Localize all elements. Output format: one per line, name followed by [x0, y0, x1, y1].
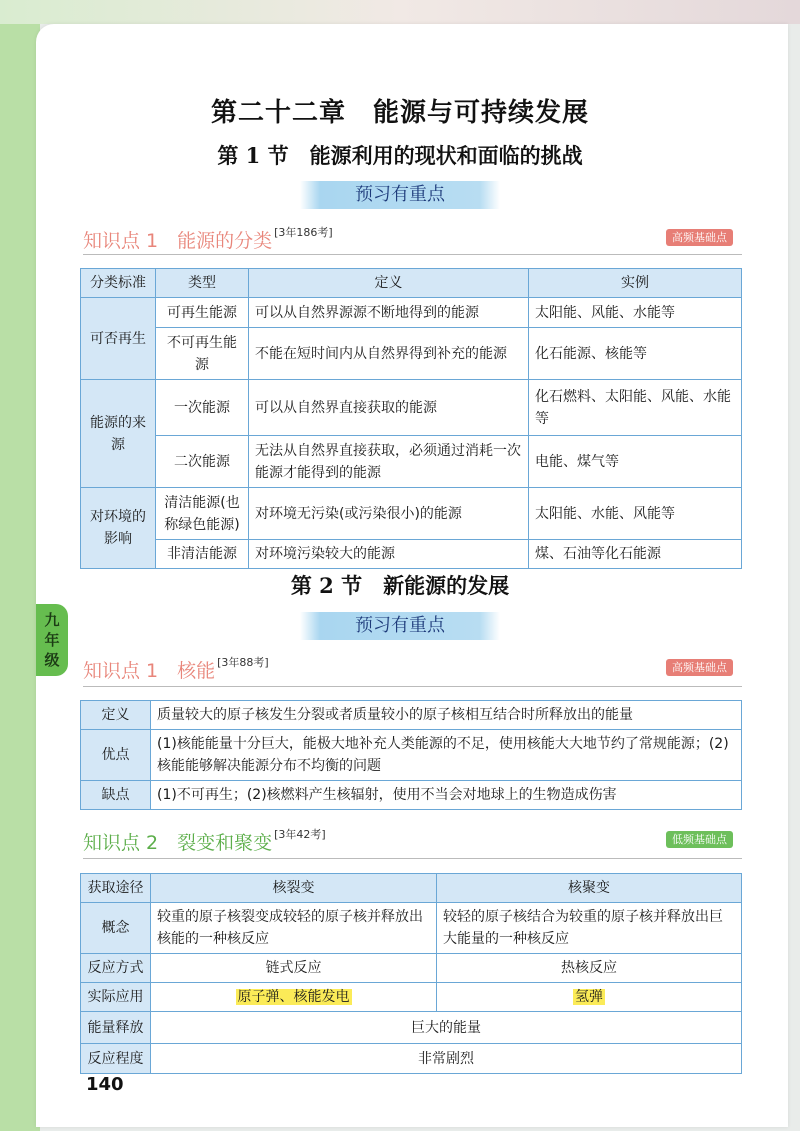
shared-cell: 非常剧烈 — [151, 1044, 742, 1074]
table-row — [81, 730, 742, 781]
header-cell: 定义 — [249, 269, 529, 298]
fission-cell: 链式反应 — [151, 954, 437, 983]
section2-kp1-heading — [83, 656, 269, 683]
fission-cell — [151, 983, 437, 1012]
type-cell: 一次能源 — [156, 380, 249, 436]
type-cell: 非清洁能源 — [156, 540, 249, 569]
example-cell: 太阳能、水能、风能等 — [529, 488, 742, 540]
row-content: (1)核能能量十分巨大，能极大地补充人类能源的不足，使用核能大大地节约了常规能源；(2)核能能够解决能源分布不均衡的问题 — [151, 730, 742, 781]
section1-banner: 预习有重点 — [300, 181, 500, 209]
fission-fusion-table — [80, 873, 742, 1074]
definition-cell: 可以从自然界直接获取的能源 — [249, 380, 529, 436]
header-cell: 核聚变 — [437, 874, 742, 903]
definition-cell: 可以从自然界源源不断地得到的能源 — [249, 298, 529, 328]
type-cell: 不可再生能源 — [156, 328, 249, 380]
section2-title: 第 2 节 新能源的发展 — [290, 573, 510, 598]
table-row — [81, 701, 742, 730]
row-label: 能量释放 — [81, 1012, 151, 1044]
shared-cell: 巨大的能量 — [151, 1012, 742, 1044]
row-label: 实际应用 — [81, 983, 151, 1012]
type-cell: 可再生能源 — [156, 298, 249, 328]
kp-frequency: [3年42考] — [274, 828, 326, 841]
kp-label: 知识点 1 核能 — [83, 660, 216, 682]
divider — [83, 686, 742, 687]
row-label: 反应程度 — [81, 1044, 151, 1074]
row-content: 质量较大的原子核发生分裂或者质量较小的原子核相互结合时所释放出的能量 — [151, 701, 742, 730]
highlighted-text: 原子弹、核能发电 — [237, 989, 350, 1005]
fission-cell: 较重的原子核裂变成较轻的原子核并释放出核能的一种核反应 — [151, 903, 437, 954]
row-content: (1)不可再生；(2)核燃料产生核辐射，使用不当会对地球上的生物造成伤害 — [151, 781, 742, 810]
example-cell: 电能、煤气等 — [529, 436, 742, 488]
header-cell: 实例 — [529, 269, 742, 298]
row-label: 优点 — [81, 730, 151, 781]
row-label: 反应方式 — [81, 954, 151, 983]
type-cell: 二次能源 — [156, 436, 249, 488]
table-row — [81, 1044, 742, 1074]
example-cell: 煤、石油等化石能源 — [529, 540, 742, 569]
table-row — [81, 380, 742, 436]
category-cell: 对环境的影响 — [81, 488, 156, 569]
table-row — [81, 983, 742, 1012]
section2-kp2-heading — [83, 828, 326, 855]
header-cell: 核裂变 — [151, 874, 437, 903]
type-cell: 清洁能源(也称绿色能源) — [156, 488, 249, 540]
example-cell: 太阳能、风能、水能等 — [529, 298, 742, 328]
kp-badge: 高频基础点 — [666, 659, 733, 676]
kp-label: 知识点 2 裂变和聚变 — [83, 832, 273, 854]
table-row — [81, 954, 742, 983]
table-row — [81, 488, 742, 540]
row-label: 缺点 — [81, 781, 151, 810]
table-row — [81, 328, 742, 380]
section1-title: 第 1 节 能源利用的现状和面临的挑战 — [217, 143, 583, 168]
table-header-row — [81, 874, 742, 903]
fusion-cell — [437, 983, 742, 1012]
row-label: 概念 — [81, 903, 151, 954]
definition-cell: 不能在短时间内从自然界得到补充的能源 — [249, 328, 529, 380]
category-cell: 可否再生 — [81, 298, 156, 380]
header-cell: 类型 — [156, 269, 249, 298]
kp-frequency: [3年186考] — [274, 226, 333, 239]
section1-kp-heading — [83, 226, 333, 253]
example-cell: 化石燃料、太阳能、风能、水能等 — [529, 380, 742, 436]
section2-banner: 预习有重点 — [300, 612, 500, 640]
highlighted-text: 氢弹 — [575, 989, 603, 1005]
chapter-title: 第二十二章 能源与可持续发展 — [210, 98, 589, 128]
table-row — [81, 903, 742, 954]
fusion-cell: 较轻的原子核结合为较重的原子核并释放出巨大能量的一种核反应 — [437, 903, 742, 954]
kp-badge: 低频基础点 — [666, 831, 733, 848]
definition-cell: 无法从自然界直接获取，必须通过消耗一次能源才能得到的能源 — [249, 436, 529, 488]
example-cell: 化石能源、核能等 — [529, 328, 742, 380]
kp-frequency: [3年88考] — [217, 656, 269, 669]
table-row — [81, 1012, 742, 1044]
row-label: 定义 — [81, 701, 151, 730]
nuclear-energy-table — [80, 700, 742, 810]
table-row — [81, 436, 742, 488]
fusion-cell: 热核反应 — [437, 954, 742, 983]
category-cell: 能源的来源 — [81, 380, 156, 488]
energy-classification-table — [80, 268, 742, 569]
table-row — [81, 298, 742, 328]
table-header-row — [81, 269, 742, 298]
table-row — [81, 781, 742, 810]
kp-label: 知识点 1 能源的分类 — [83, 230, 273, 252]
definition-cell: 对环境无污染(或污染很小)的能源 — [249, 488, 529, 540]
definition-cell: 对环境污染较大的能源 — [249, 540, 529, 569]
top-edge — [0, 0, 800, 24]
table-row — [81, 540, 742, 569]
page-number: 140 — [86, 1074, 124, 1095]
grade-tab: 九年级 — [36, 604, 68, 676]
header-cell: 获取途径 — [81, 874, 151, 903]
divider — [83, 254, 742, 255]
divider — [83, 858, 742, 859]
header-cell: 分类标准 — [81, 269, 156, 298]
kp-badge: 高频基础点 — [666, 229, 733, 246]
